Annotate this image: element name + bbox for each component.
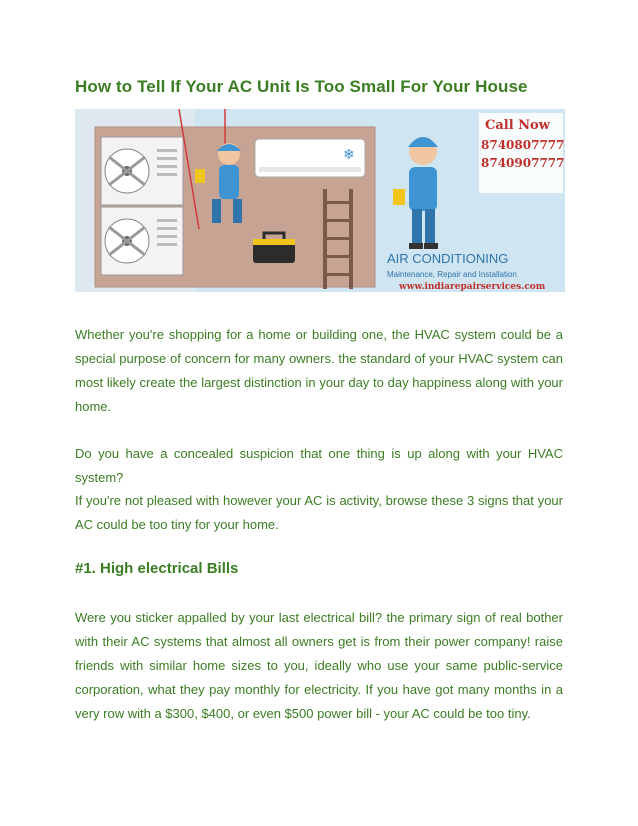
banner-heading: AIR CONDITIONING (387, 251, 509, 266)
article-title: How to Tell If Your AC Unit Is Too Small For Your House (75, 77, 528, 96)
suspicion-paragraph: Do you have a concealed suspicion that one thing is up along with your HVAC system? (75, 446, 563, 485)
section-1-heading: #1. High electrical Bills (75, 560, 239, 577)
call-now-label: Call Now (485, 118, 550, 133)
banner-subheading: Maintenance, Repair and Installation (387, 270, 517, 279)
ladder-icon (323, 189, 353, 289)
outdoor-ac-unit-top (101, 137, 183, 205)
indoor-ac-unit (255, 139, 365, 177)
signs-paragraph: If you're not pleased with however your AC is activity, browse these 3 signs that your AC could be too tiny for your home. (75, 493, 563, 532)
intro-paragraph: Whether you're shopping for a home or building one, the HVAC system could be a special purpose of concern for many owners. the standard of your HVAC system can most likely create the largest distinction in your day to day happiness along with your home. (75, 327, 563, 414)
outdoor-ac-unit-bottom (101, 207, 183, 275)
phone-number-1: 8740807777 (481, 138, 565, 152)
phone-number-2: 8740907777 (481, 156, 565, 170)
ac-service-banner (75, 109, 565, 292)
section-1-body: Were you sticker appalled by your last electrical bill? the primary sign of real bother with their AC systems that almost all owners get is from their power company! raise friends with similar home sizes to you, ideally who use your same public-service corporation, what they pay monthly for electricity. If you have got many months in a very row with a $300, $400, or even $500 power bill - your AC could be too tiny. (75, 610, 563, 721)
banner-website: www.indiarepairservices.com (399, 282, 546, 292)
svg-text:❄: ❄ (343, 147, 355, 163)
